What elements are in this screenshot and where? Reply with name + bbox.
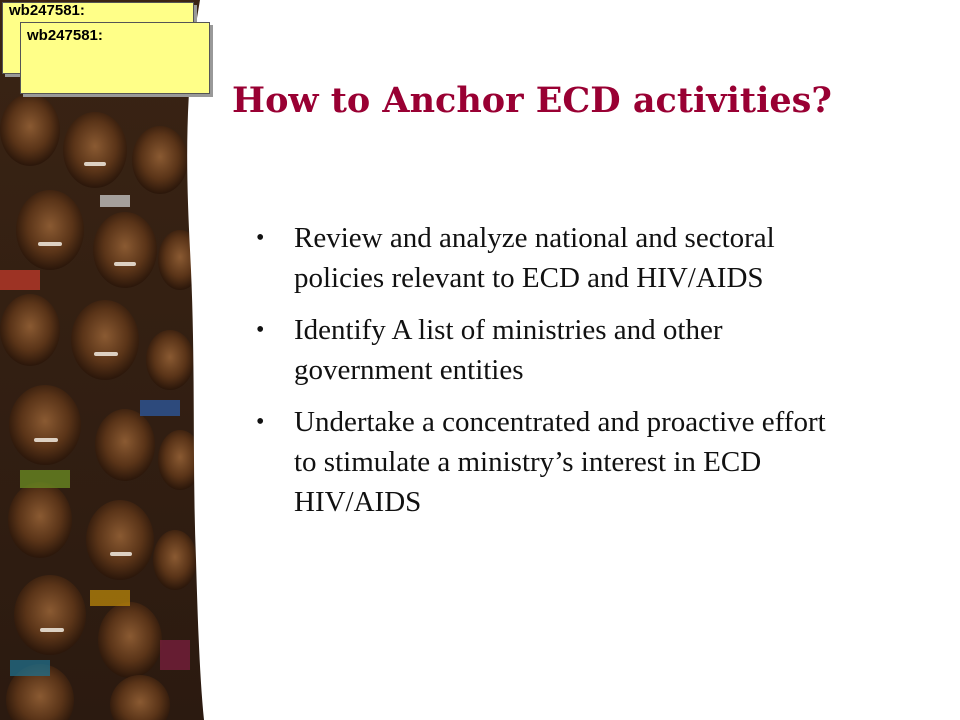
bullet-text: Undertake a concentrated and proactive effort to stimulate a ministry’s interest in ECD HIV/AIDS (294, 406, 826, 518)
slide-title: How to Anchor ECD activities? (232, 80, 832, 121)
comment-note-front-label: wb247581: (27, 27, 103, 44)
crowd-photo (0, 0, 230, 720)
comment-note-front[interactable] (20, 22, 210, 94)
bullet-item (256, 218, 854, 298)
bullet-item (256, 310, 854, 390)
bullet-dot-icon: • (256, 225, 265, 251)
bullet-list (256, 218, 896, 534)
bullet-dot-icon: • (256, 317, 265, 343)
bullet-dot-icon: • (256, 409, 265, 435)
bullet-item (256, 402, 854, 522)
bullet-text: Review and analyze national and sectoral policies relevant to ECD and HIV/AIDS (294, 222, 775, 294)
bullet-text: Identify A list of ministries and other government entities (294, 314, 723, 386)
comment-note-back-label: wb247581: (9, 2, 85, 19)
